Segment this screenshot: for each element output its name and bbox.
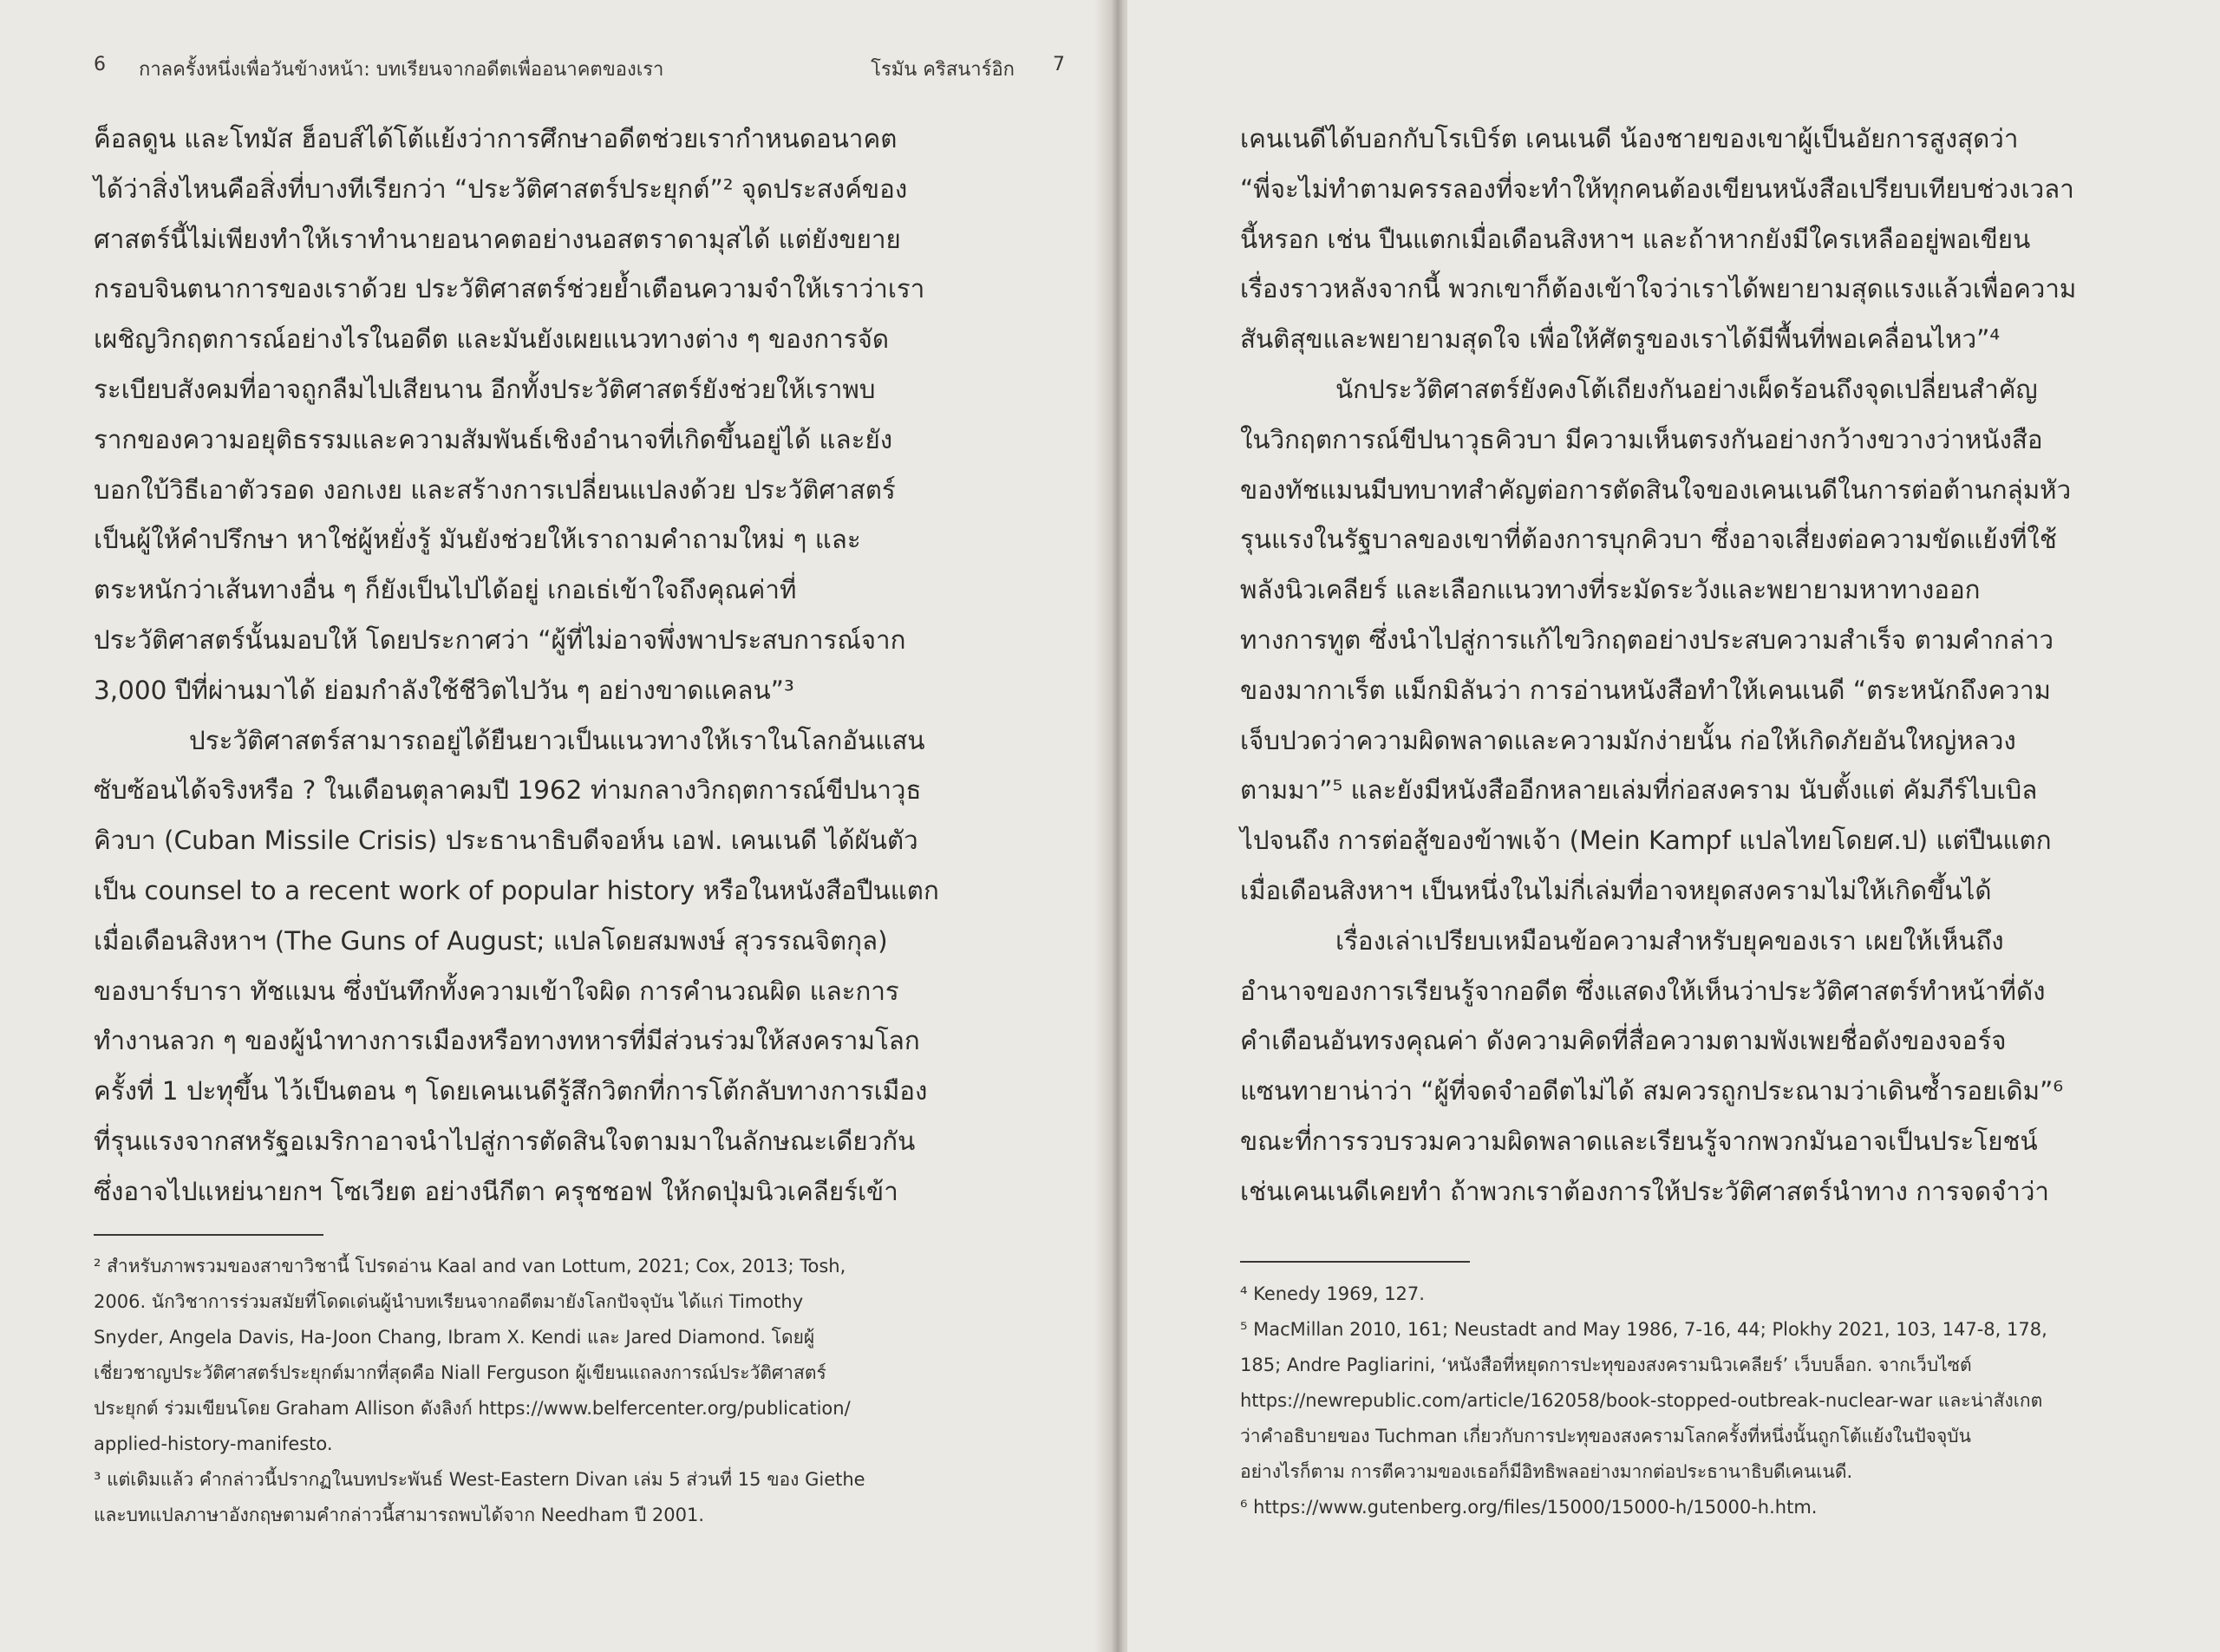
left-body-text	[94, 114, 991, 1218]
body-line: ตระหนักว่าเส้นทางอื่น ๆ ก็ยังเป็นไปได้อยู่ เกอเธ่เข้าใจถึงคุณค่าที่	[94, 575, 797, 605]
body-line: ครั้งที่ 1 ปะทุขึ้น ไว้เป็นตอน ๆ โดยเคนเนดีรู้สึกวิตกที่การโต้กลับทางการเมือง	[94, 1076, 928, 1107]
right-body-text	[1240, 114, 2120, 1218]
body-line: ในวิกฤตการณ์ขีปนาวุธคิวบา มีความเห็นตรงกันอย่างกว้างขวางว่าหนังสือ	[1240, 424, 2043, 454]
body-line: บอกใบ้วิธีเอาตัวรอด งอกเงย และสร้างการเปลี่ยนแปลงด้วย ประวัติศาสตร์	[94, 474, 896, 505]
footnote-line: applied-history-manifesto.	[94, 1433, 333, 1454]
body-line: “พี่จะไม่ทำตามครรลองที่จะทำให้ทุกคนต้องเขียนหนังสือเปรียบเทียบช่วงเวลา	[1240, 173, 2074, 204]
body-line: ของทัชแมนมีบทบาทสำคัญต่อการตัดสินใจของเคนเนดีในการต่อต้านกลุ่มหัว	[1240, 474, 2072, 505]
right-footnotes	[1240, 1277, 2120, 1525]
body-line: ระเบียบสังคมที่อาจถูกลืมไปเสียนาน อีกทั้งประวัติศาสตร์ยังช่วยให้เราพบ	[94, 374, 876, 404]
body-line: ที่รุนแรงจากสหรัฐอเมริกาอาจนำไปสู่การตัดสินใจตามมาในลักษณะเดียวกัน	[94, 1126, 916, 1156]
footnote-line: ว่าคำอธิบายของ Tuchman เกี่ยวกับการปะทุของสงครามโลกครั้งที่หนึ่งนั้นถูกโต้แย้งในปัจจุบัน	[1240, 1426, 1971, 1446]
left-page	[0, 0, 1107, 1652]
right-page-number: 7	[1053, 54, 1065, 75]
left-footnotes	[94, 1249, 991, 1533]
body-line: ไปจนถึง การต่อสู้ของข้าพเจ้า (Mein Kampf แปลไทยโดยศ.ป) แต่ปืนแตก	[1240, 826, 2052, 856]
right-page	[871, 0, 2220, 1652]
body-line: เผชิญวิกฤตการณ์อย่างไรในอดีต และมันยังเผยแนวทางต่าง ๆ ของการจัด	[94, 324, 890, 355]
body-line: เคนเนดีได้บอกกับโรเบิร์ต เคนเนดี น้องชายของเขาผู้เป็นอัยการสูงสุดว่า	[1240, 124, 2019, 153]
footnote-line: ประยุกต์ ร่วมเขียนโดย Graham Allison ดังลิงก์ https://www.belfercenter.org/publication/	[94, 1398, 851, 1419]
body-line: ซึ่งอาจไปแหย่นายกฯ โซเวียต อย่างนีกีตา ครุชชอฟ ให้กดปุ่มนิวเคลียร์เข้า	[94, 1176, 898, 1206]
left-page-number: 6	[94, 54, 106, 75]
left-footnote-divider	[94, 1234, 323, 1236]
body-line: เมื่อเดือนสิงหาฯ เป็นหนึ่งในไม่กี่เล่มที่อาจหยุดสงครามไม่ให้เกิดขึ้นได้	[1240, 875, 1992, 905]
footnote-line: ⁶ https://www.gutenberg.org/files/15000/15000-h/15000-h.htm.	[1240, 1497, 1818, 1518]
body-line: 3,000 ปีที่ผ่านมาได้ ย่อมกำลังใช้ชีวิตไปวัน ๆ อย่างขาดแคลน”³	[94, 675, 794, 705]
footnote-line: ² สำหรับภาพรวมของสาขาวิชานี้ โปรดอ่าน Kaal and van Lottum, 2021; Cox, 2013; Tosh,	[94, 1256, 846, 1277]
body-line: ทำงานลวก ๆ ของผู้นำทางการเมืองหรือทางทหารที่มีส่วนร่วมให้สงครามโลก	[94, 1026, 920, 1056]
left-running-title: กาลครั้งหนึ่งเพื่อวันข้างหน้า: บทเรียนจากอดีตเพื่ออนาคตของเรา	[139, 59, 664, 81]
footnote-line: ³ แต่เดิมแล้ว คำกล่าวนี้ปรากฏในบทประพันธ์ West-Eastern Divan เล่ม 5 ส่วนที่ 15 ของ Giethe	[94, 1469, 865, 1490]
body-line: เช่นเคนเนดีเคยทำ ถ้าพวกเราต้องการให้ประวัติศาสตร์นำทาง การจดจำว่า	[1240, 1176, 2049, 1206]
right-footnote-divider	[1240, 1261, 1470, 1263]
body-line: ของมากาเร็ต แม็กมิลันว่า การอ่านหนังสือทำให้เคนเนดี “ตระหนักถึงความ	[1240, 675, 2051, 705]
footnote-line: Snyder, Angela Davis, Ha-Joon Chang, Ibram X. Kendi และ Jared Diamond. โดยผู้	[94, 1327, 815, 1348]
body-line: ตามมา”⁵ และยังมีหนังสืออีกหลายเล่มที่ก่อสงคราม นับตั้งแต่ คัมภีร์ไบเบิล	[1240, 775, 2038, 806]
right-running-title: โรมัน คริสนาร์อิก	[871, 59, 1015, 81]
body-line: ประวัติศาสตร์นั้นมอบให้ โดยประกาศว่า “ผู้ที่ไม่อาจพึ่งพาประสบการณ์จาก	[94, 624, 906, 655]
body-line: ศาสตร์นี้ไม่เพียงทำให้เราทำนายอนาคตอย่างนอสตราดามุสได้ แต่ยังขยาย	[94, 224, 901, 254]
body-line: รุนแรงในรัฐบาลของเขาที่ต้องการบุกคิวบา ซึ่งอาจเสี่ยงต่อความขัดแย้งที่ใช้	[1240, 525, 2057, 555]
body-line: แซนทายาน่าว่า “ผู้ที่จดจำอดีตไม่ได้ สมควรถูกประณามว่าเดินซ้ำรอยเดิม”⁶	[1240, 1076, 2064, 1107]
body-line: สันติสุขและพยายามสุดใจ เพื่อให้ศัตรูของเราได้มีพื้นที่พอเคลื่อนไหว”⁴	[1240, 324, 2001, 355]
footnote-line: 185; Andre Pagliarini, ‘หนังสือที่หยุดการปะทุของสงครามนิวเคลียร์’ เว็บบล็อก. จากเว็บไซต์	[1240, 1355, 1972, 1375]
body-line: ค็อลดูน และโทมัส ฮ็อบส์ได้โต้แย้งว่าการศึกษาอดีตช่วยเรากำหนดอนาคต	[94, 124, 898, 153]
body-line: ของบาร์บารา ทัชแมน ซึ่งบันทึกทั้งความเข้าใจผิด การคำนวณผิด และการ	[94, 976, 899, 1006]
body-line: ซับซ้อนได้จริงหรือ ? ในเดือนตุลาคมปี 1962 ท่ามกลางวิกฤตการณ์ขีปนาวุธ	[94, 775, 922, 806]
body-line: ได้ว่าสิ่งไหนคือสิ่งที่บางทีเรียกว่า “ประวัติศาสตร์ประยุกต์”² จุดประสงค์ของ	[94, 173, 908, 204]
body-line: ขณะที่การรวบรวมความผิดพลาดและเรียนรู้จากพวกมันอาจเป็นประโยชน์	[1240, 1126, 2038, 1156]
body-line: นี้หรอก เช่น ปืนแตกเมื่อเดือนสิงหาฯ และถ้าหากยังมีใครเหลืออยู่พอเขียน	[1240, 224, 2031, 254]
paragraph-start-line: นักประวัติศาสตร์ยังคงโต้เถียงกันอย่างเผ็ดร้อนถึงจุดเปลี่ยนสำคัญ	[1335, 374, 2038, 404]
footnote-line: เชี่ยวชาญประวัติศาสตร์ประยุกต์มากที่สุดคือ Niall Ferguson ผู้เขียนแถลงการณ์ประวัติศาสตร์	[94, 1362, 826, 1383]
body-line: เรื่องราวหลังจากนี้ พวกเขาก็ต้องเข้าใจว่าเราได้พยายามสุดแรงแล้วเพื่อความ	[1240, 274, 2077, 304]
footnote-line: และบทแปลภาษาอังกฤษตามคำกล่าวนี้สามารถพบได้จาก Needham ปี 2001.	[94, 1505, 705, 1525]
footnote-line: https://newrepublic.com/article/162058/book-stopped-outbreak-nuclear-war และน่าสังเกต	[1240, 1390, 2043, 1411]
body-line: กรอบจินตนาการของเราด้วย ประวัติศาสตร์ช่วยย้ำเตือนความจำให้เราว่าเรา	[94, 274, 925, 304]
paragraph-start-line: เรื่องเล่าเปรียบเหมือนข้อความสำหรับยุคของเรา เผยให้เห็นถึง	[1335, 925, 2004, 956]
body-line: เป็น counsel to a recent work of popular history หรือในหนังสือปืนแตก	[94, 875, 939, 905]
body-line: คำเตือนอันทรงคุณค่า ดังความคิดที่สื่อความตามพังเพยชื่อดังของจอร์จ	[1240, 1026, 2007, 1056]
footnote-line: ⁵ MacMillan 2010, 161; Neustadt and May 1986, 7-16, 44; Plokhy 2021, 103, 147-8, 178,	[1240, 1319, 2047, 1340]
body-line: เมื่อเดือนสิงหาฯ (The Guns of August; แปลโดยสมพงษ์ สุวรรณจิตกุล)	[94, 925, 888, 956]
body-line: รากของความอยุติธรรมและความสัมพันธ์เชิงอำนาจที่เกิดขึ้นอยู่ได้ และยัง	[94, 424, 893, 454]
footnote-line: ⁴ Kenedy 1969, 127.	[1240, 1283, 1425, 1304]
paragraph-start-line: ประวัติศาสตร์สามารถอยู่ได้ยืนยาวเป็นแนวทางให้เราในโลกอันแสน	[189, 725, 925, 755]
body-line: พลังนิวเคลียร์ และเลือกแนวทางที่ระมัดระวังและพยายามหาทางออก	[1240, 575, 1981, 605]
footnote-line: 2006. นักวิชาการร่วมสมัยที่โดดเด่นผู้นำบทเรียนจากอดีตมายังโลกปัจจุบัน ได้แก่ Timothy	[94, 1291, 804, 1312]
body-line: คิวบา (Cuban Missile Crisis) ประธานาธิบดีจอห์น เอฟ. เคนเนดี ได้ผันตัว	[94, 826, 918, 856]
body-line: อำนาจของการเรียนรู้จากอดีต ซึ่งแสดงให้เห็นว่าประวัติศาสตร์ทำหน้าที่ดัง	[1240, 976, 2046, 1006]
body-line: เจ็บปวดว่าความผิดพลาดและความมักง่ายนั้น ก่อให้เกิดภัยอันใหญ่หลวง	[1240, 725, 2016, 755]
footnote-line: อย่างไรก็ตาม การตีความของเธอก็มีอิทธิพลอย่างมากต่อประธานาธิบดีเคนเนดี.	[1240, 1461, 1853, 1482]
body-line: เป็นผู้ให้คำปรึกษา หาใช่ผู้หยั่งรู้ มันยังช่วยให้เราถามคำถามใหม่ ๆ และ	[94, 525, 861, 555]
body-line: ทางการทูต ซึ่งนำไปสู่การแก้ไขวิกฤตอย่างประสบความสำเร็จ ตามคำกล่าว	[1240, 624, 2054, 655]
